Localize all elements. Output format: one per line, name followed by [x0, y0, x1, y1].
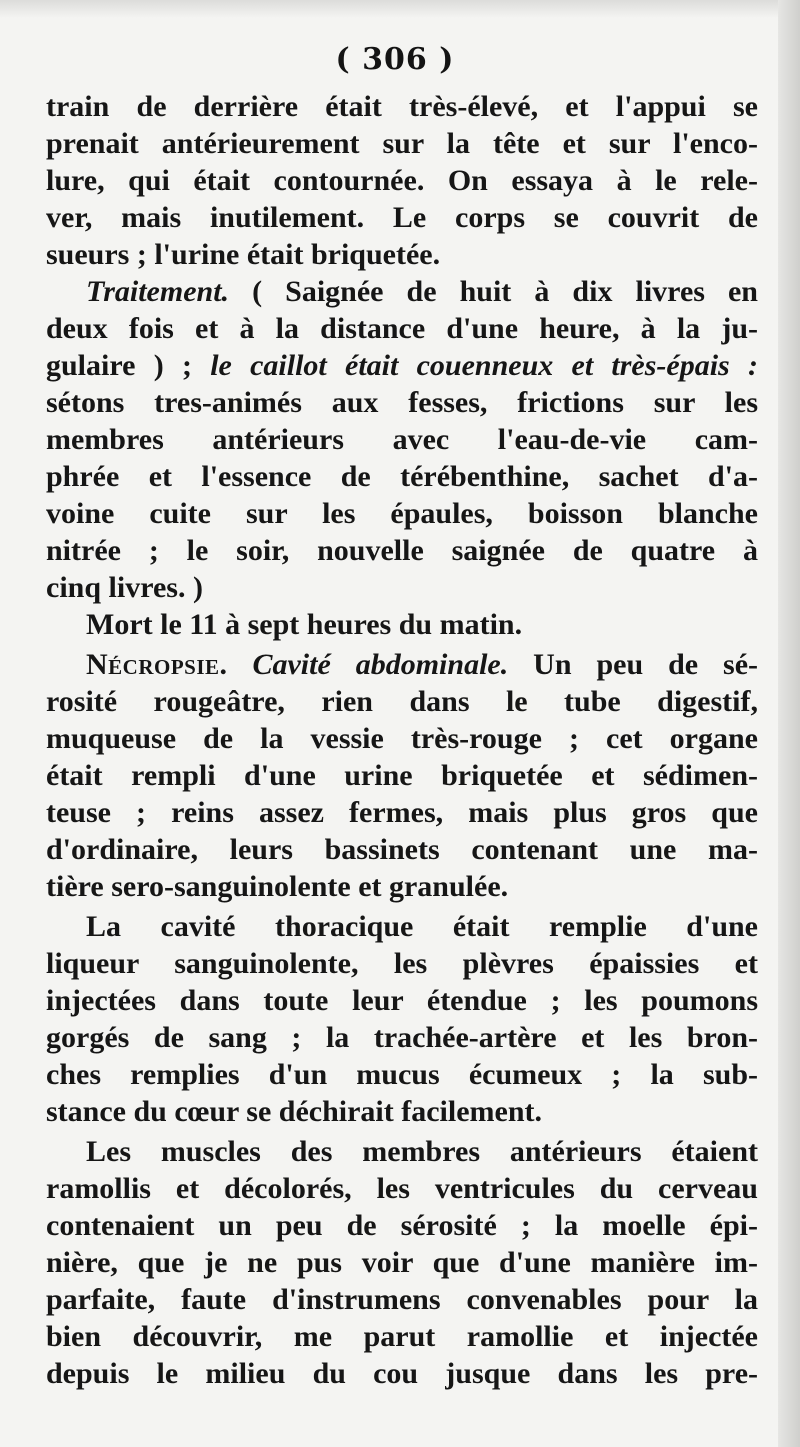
- text-line: d'ordinaire, leurs bassinets contenant une ma-: [46, 833, 758, 866]
- paragraph-muscles: [46, 1133, 758, 1392]
- paragraph-1: [46, 88, 758, 273]
- text-line: depuis le milieu du cou jusque dans les pre-: [46, 1357, 758, 1390]
- text-run: gulaire ) ;: [46, 349, 211, 382]
- text-line: stance du cœur se déchirait facilement.: [46, 1095, 543, 1128]
- text-line: lure, qui était contournée. On essaya à le rele-: [46, 164, 758, 197]
- paragraph-thorax: [46, 908, 758, 1130]
- italic-run: le caillot était couenneux et très-épais :: [210, 349, 758, 382]
- text-line: nitrée ; le soir, nouvelle saignée de quatre à: [46, 534, 758, 567]
- text-line: [46, 347, 758, 384]
- text-line: ramollis et décolorés, les ventricules du cerveau: [46, 1172, 758, 1205]
- page-right-edge: [778, 0, 800, 1447]
- necropsy-heading: Nécropsie.: [86, 648, 228, 681]
- paragraph-death: [46, 606, 758, 643]
- text-line: teuse ; reins assez fermes, mais plus gros que: [46, 796, 758, 829]
- text-line: [46, 646, 758, 683]
- text-line: Les muscles des membres antérieurs étaient: [86, 1135, 758, 1168]
- text-line: [46, 273, 758, 310]
- paragraph-treatment: [46, 273, 758, 606]
- text-line: nière, que je ne pus voir que d'une manière im-: [46, 1246, 758, 1279]
- text-line: parfaite, faute d'instrumens convenables pour la: [46, 1283, 758, 1316]
- text-line: tière sero-sanguinolente et granulée.: [46, 870, 509, 903]
- text-line: deux fois et à la distance d'une heure, à la ju-: [46, 312, 758, 345]
- text-line: sétons tres-animés aux fesses, frictions sur les: [46, 386, 758, 419]
- text-line: bien découvrir, me parut ramollie et injectée: [46, 1320, 758, 1353]
- text-line: injectées dans toute leur étendue ; les poumons: [46, 984, 758, 1017]
- italic-run: Cavité abdominale.: [227, 648, 509, 681]
- text-line: cinq livres. ): [46, 571, 203, 604]
- page-top-edge: [0, 0, 800, 18]
- body-text: [46, 88, 758, 1392]
- text-line: sueurs ; l'urine était briquetée.: [46, 238, 441, 271]
- text-line: membres antérieurs avec l'eau-de-vie cam-: [46, 423, 758, 456]
- text-line: liqueur sanguinolente, les plèvres épaissies et: [46, 947, 758, 980]
- text-line: train de derrière était très-élevé, et l'appui se: [46, 90, 758, 123]
- text-line: phrée et l'essence de térébenthine, sachet d'a-: [46, 460, 758, 493]
- page-number: ( 306 ): [335, 42, 455, 77]
- text-run: Un peu de sé-: [508, 648, 758, 681]
- text-line: voine cuite sur les épaules, boisson blanche: [46, 497, 758, 530]
- paragraph-necropsy: [46, 646, 758, 905]
- text-line: contenaient un peu de sérosité ; la moelle épi-: [46, 1209, 758, 1242]
- text-line: Mort le 11 à sept heures du matin.: [86, 608, 523, 641]
- text-line: prenait antérieurement sur la tête et sur l'enco-: [46, 127, 758, 160]
- text-line: La cavité thoracique était remplie d'une: [86, 910, 758, 943]
- text-run: ( Saignée de huit à dix livres en: [229, 275, 758, 308]
- text-line: gorgés de sang ; la trachée-artère et les bron-: [46, 1021, 758, 1054]
- text-line: ver, mais inutilement. Le corps se couvrit de: [46, 201, 758, 234]
- treatment-heading: Traitement.: [86, 275, 230, 308]
- text-line: ches remplies d'un mucus écumeux ; la sub-: [46, 1058, 758, 1091]
- text-line: était rempli d'une urine briquetée et sédimen-: [46, 759, 758, 792]
- text-line: muqueuse de la vessie très-rouge ; cet organe: [46, 722, 758, 755]
- text-line: rosité rougeâtre, rien dans le tube digestif,: [46, 685, 758, 718]
